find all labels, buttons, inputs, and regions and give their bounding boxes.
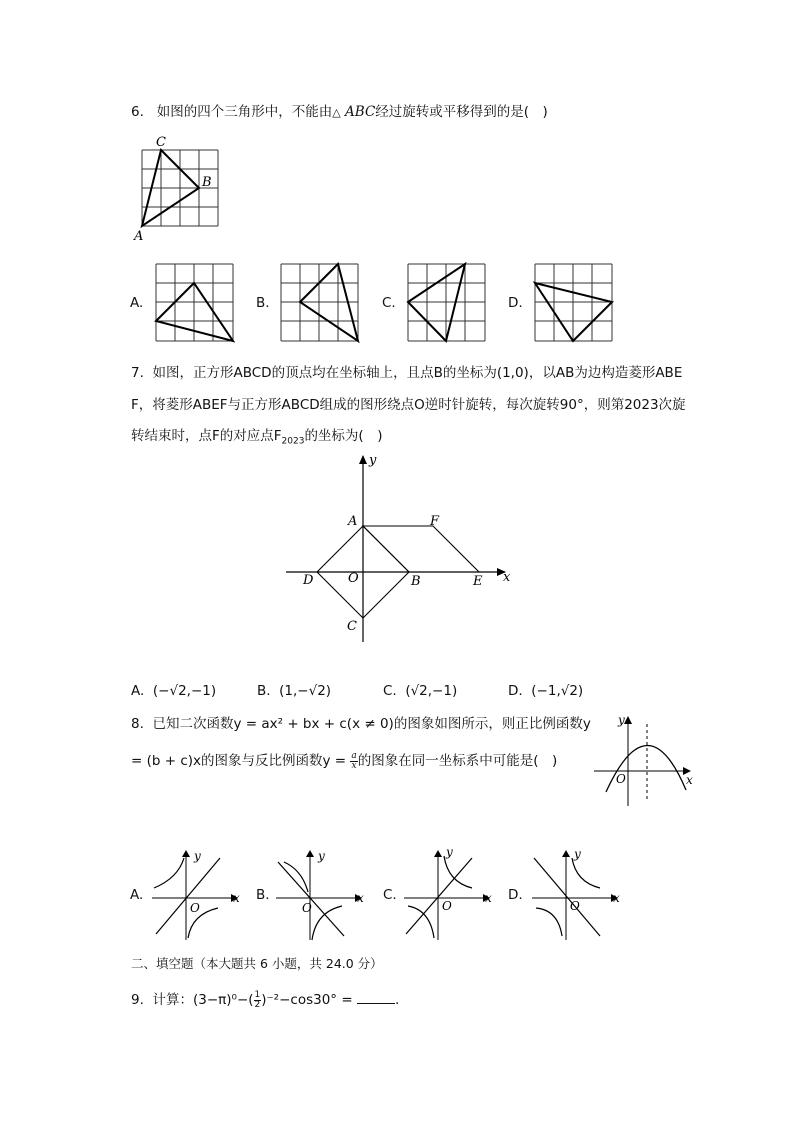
q6-number: 6. — [131, 104, 144, 120]
q8-line1-text: 已知二次函数y = ax² + bx + c(x ≠ 0)的图象如图所示，则正比例函数y — [152, 716, 591, 732]
q7-label-o: O — [348, 571, 359, 586]
q7-option-b[interactable] — [257, 683, 331, 699]
section2-title: 二、填空题（本大题共 6 小题，共 24.0 分） — [131, 956, 383, 971]
q8-parabola-figure — [592, 710, 697, 810]
svg-text:x: x — [233, 891, 240, 905]
q8-y-arrow-icon — [624, 716, 632, 724]
svg-text:O: O — [570, 899, 580, 913]
q7-y-arrow-icon — [359, 455, 367, 464]
q6-option-c-label: C. — [382, 295, 396, 311]
svg-text:y: y — [318, 849, 325, 863]
q7-line1-text: 如图，正方形ABCD的顶点均在坐标轴上，且点B的坐标为(1,0)，以AB为边构造菱形ABE — [152, 365, 683, 381]
q7-option-c-value: (√2,−1) — [405, 683, 458, 699]
svg-text:x: x — [613, 891, 620, 905]
q7-number: 7. — [131, 365, 144, 381]
q9-frac-den: 2 — [254, 999, 261, 1010]
q9-answer-blank[interactable] — [357, 990, 395, 1004]
q7-option-b-letter: B. — [257, 683, 271, 699]
q6-option-d-figure[interactable] — [534, 263, 614, 343]
q8-number: 8. — [131, 716, 144, 732]
svg-text:y: y — [194, 849, 201, 863]
q8-option-d-label: D. — [508, 887, 523, 903]
q7-figure — [280, 450, 520, 650]
q9-text-b: )⁻²−cos30° = — [261, 992, 353, 1008]
q6-triangle-symbol: △ — [332, 106, 341, 119]
q6-option-c-figure[interactable] — [407, 263, 487, 343]
q7-line3 — [131, 426, 382, 452]
svg-text:y: y — [446, 845, 453, 859]
q8-label-o: O — [616, 772, 626, 786]
q7-line3-a: 转结束时，点F的对应点F — [131, 428, 282, 444]
q8-option-a-figure[interactable] — [148, 848, 243, 943]
q9-line — [131, 990, 399, 1010]
q8-frac-den: x — [351, 760, 357, 771]
q6-stem — [131, 102, 548, 123]
q6-label-b: B — [202, 175, 212, 190]
q7-option-d-value: (−1,√2) — [531, 683, 584, 699]
q7-line2: F，将菱形ABEF与正方形ABCD组成的图形绕点O逆时针旋转，每次旋转90°，则第2023次旋 — [131, 397, 686, 413]
q6-option-d-label: D. — [508, 295, 523, 311]
q6-triangle-name: ABC — [345, 104, 376, 120]
q6-option-b-label: B. — [256, 295, 270, 311]
q7-label-x: x — [503, 570, 511, 585]
svg-text:y: y — [574, 847, 581, 861]
q6-stem-b: 经过旋转或平移得到的是( ) — [375, 104, 548, 120]
q8-label-y: y — [618, 713, 625, 727]
q7-option-d[interactable] — [508, 683, 583, 699]
q6-label-c: C — [156, 135, 166, 150]
svg-text:x: x — [357, 891, 364, 905]
q8-label-x: x — [686, 773, 693, 787]
q8-line1 — [131, 714, 591, 734]
q8-line2-a: = (b + c)x的图象与反比例函数y = — [131, 753, 347, 769]
q7-option-c-letter: C. — [383, 683, 397, 699]
q8-frac-num: a — [351, 750, 357, 761]
q7-option-a-letter: A. — [131, 683, 145, 699]
q8-line2 — [131, 751, 557, 771]
q6-option-a-figure[interactable] — [155, 263, 235, 343]
q8-fraction — [350, 752, 357, 771]
q8-line2-b: 的图象在同一坐标系中可能是( ) — [357, 753, 558, 769]
q8-option-a-label: A. — [130, 887, 144, 903]
q8-option-d-figure[interactable] — [528, 848, 623, 943]
q8-option-c-figure[interactable] — [400, 845, 495, 943]
q7-line1 — [131, 363, 682, 383]
q7-line3-sub: 2023 — [281, 436, 305, 447]
q6-option-a-label: A. — [130, 295, 144, 311]
q7-label-d: D — [303, 573, 314, 588]
q7-line3-b: 的坐标为( ) — [304, 428, 383, 444]
q6-main-figure — [130, 130, 230, 245]
q8-option-b-figure[interactable] — [272, 848, 367, 943]
q7-label-b: B — [411, 574, 421, 589]
q9-number: 9. — [131, 992, 144, 1008]
q7-label-f: F — [430, 514, 440, 529]
q7-option-b-value: (1,−√2) — [279, 683, 332, 699]
q6-option-b-figure[interactable] — [280, 263, 360, 343]
q7-label-y: y — [369, 453, 377, 468]
q9-text-a: 计算：(3−π)⁰−( — [152, 992, 254, 1008]
svg-text:O: O — [442, 899, 452, 913]
q7-rhombus-abef — [363, 526, 479, 572]
q7-option-c[interactable] — [383, 683, 457, 699]
q7-option-a-value: (−√2,−1) — [152, 683, 217, 699]
q9-text-c: . — [394, 992, 400, 1008]
q7-label-a: A — [348, 514, 358, 529]
q9-frac-num: 1 — [254, 989, 261, 1000]
q7-label-e: E — [473, 574, 483, 589]
q7-label-c: C — [347, 619, 357, 634]
q8-option-b-label: B. — [256, 887, 270, 903]
q6-label-a: A — [134, 229, 144, 244]
svg-text:O: O — [190, 901, 200, 915]
q6-stem-a: 如图的四个三角形中，不能由 — [156, 104, 333, 120]
svg-text:O: O — [302, 901, 312, 915]
q7-option-a[interactable] — [131, 683, 216, 699]
q8-option-c-label: C. — [383, 887, 397, 903]
svg-text:x: x — [485, 891, 492, 905]
q7-option-d-letter: D. — [508, 683, 523, 699]
